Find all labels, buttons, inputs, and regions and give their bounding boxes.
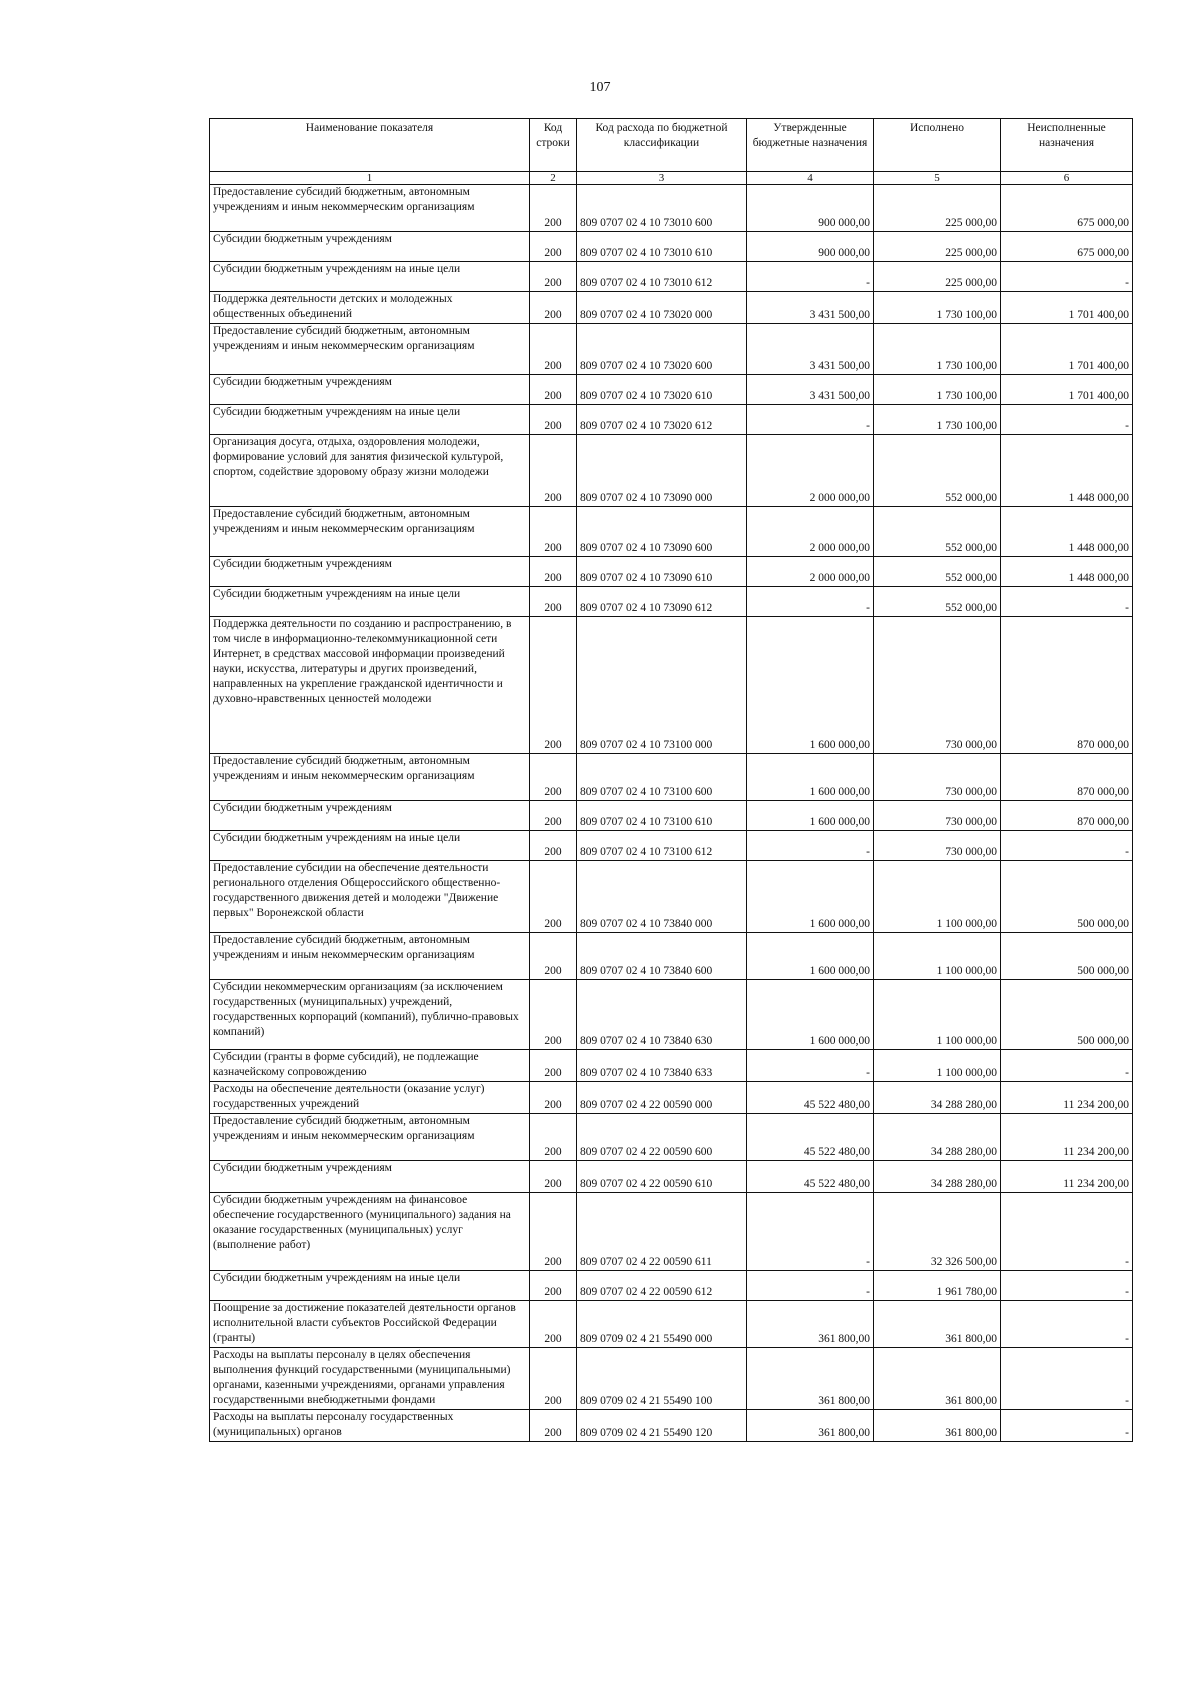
- row-executed-amount: 1 730 100,00: [874, 324, 1001, 375]
- row-indicator-name: Субсидии бюджетным учреждениям на финансовое обеспечение государственного (муниципального) задания на оказание государственных (муниципальных) услуг (выполнение работ): [210, 1192, 530, 1270]
- row-executed-amount: 730 000,00: [874, 754, 1001, 801]
- table-row: [210, 617, 1133, 754]
- row-unexecuted-amount: -: [1001, 262, 1133, 292]
- table-row: [210, 507, 1133, 557]
- table-row: [210, 405, 1133, 435]
- row-unexecuted-amount: 500 000,00: [1001, 933, 1133, 980]
- table-row: [210, 587, 1133, 617]
- row-unexecuted-amount: 1 448 000,00: [1001, 507, 1133, 557]
- row-indicator-name: Субсидии бюджетным учреждениям на иные цели: [210, 262, 530, 292]
- row-line-code: 200: [530, 587, 577, 617]
- column-number: 4: [747, 172, 874, 185]
- row-indicator-name: Предоставление субсидии на обеспечение деятельности регионального отделения Общероссийского общественно-государственного движения детей и молодежи "Движение первых" Воронежской области: [210, 861, 530, 933]
- row-approved-amount: -: [747, 587, 874, 617]
- row-indicator-name: Предоставление субсидий бюджетным, автономным учреждениям и иным некоммерческим организациям: [210, 754, 530, 801]
- row-unexecuted-amount: -: [1001, 587, 1133, 617]
- row-budget-classification-code: 809 0707 02 4 10 73090 600: [577, 507, 747, 557]
- row-indicator-name: Предоставление субсидий бюджетным, автономным учреждениям и иным некоммерческим организациям: [210, 1113, 530, 1160]
- row-budget-classification-code: 809 0707 02 4 10 73090 000: [577, 435, 747, 507]
- row-executed-amount: 34 288 280,00: [874, 1113, 1001, 1160]
- row-approved-amount: 45 522 480,00: [747, 1081, 874, 1113]
- row-unexecuted-amount: 11 234 200,00: [1001, 1113, 1133, 1160]
- row-budget-classification-code: 809 0707 02 4 22 00590 000: [577, 1081, 747, 1113]
- row-indicator-name: Субсидии бюджетным учреждениям: [210, 232, 530, 262]
- row-approved-amount: -: [747, 405, 874, 435]
- row-budget-classification-code: 809 0707 02 4 10 73010 600: [577, 185, 747, 232]
- row-unexecuted-amount: 870 000,00: [1001, 617, 1133, 754]
- row-approved-amount: 900 000,00: [747, 185, 874, 232]
- row-approved-amount: 361 800,00: [747, 1409, 874, 1441]
- column-number: 6: [1001, 172, 1133, 185]
- row-budget-classification-code: 809 0707 02 4 10 73020 612: [577, 405, 747, 435]
- row-line-code: 200: [530, 232, 577, 262]
- row-budget-classification-code: 809 0707 02 4 10 73090 610: [577, 557, 747, 587]
- row-indicator-name: Субсидии бюджетным учреждениям на иные цели: [210, 1270, 530, 1300]
- table-row: [210, 1409, 1133, 1441]
- row-executed-amount: 34 288 280,00: [874, 1160, 1001, 1192]
- row-unexecuted-amount: -: [1001, 1347, 1133, 1409]
- row-executed-amount: 361 800,00: [874, 1347, 1001, 1409]
- table-row: [210, 933, 1133, 980]
- row-line-code: 200: [530, 933, 577, 980]
- row-approved-amount: -: [747, 1050, 874, 1082]
- header-executed: Исполнено: [874, 119, 1001, 172]
- table-header-row: [210, 119, 1133, 172]
- row-unexecuted-amount: -: [1001, 1270, 1133, 1300]
- row-unexecuted-amount: -: [1001, 1300, 1133, 1347]
- row-budget-classification-code: 809 0707 02 4 10 73840 630: [577, 980, 747, 1050]
- row-unexecuted-amount: -: [1001, 1192, 1133, 1270]
- row-line-code: 200: [530, 801, 577, 831]
- row-budget-classification-code: 809 0707 02 4 10 73020 610: [577, 375, 747, 405]
- table-row: [210, 262, 1133, 292]
- row-indicator-name: Предоставление субсидий бюджетным, автономным учреждениям и иным некоммерческим организациям: [210, 507, 530, 557]
- row-indicator-name: Субсидии (гранты в форме субсидий), не подлежащие казначейскому сопровождению: [210, 1050, 530, 1082]
- row-executed-amount: 1 730 100,00: [874, 375, 1001, 405]
- row-line-code: 200: [530, 1300, 577, 1347]
- row-approved-amount: -: [747, 1270, 874, 1300]
- column-number: 3: [577, 172, 747, 185]
- row-budget-classification-code: 809 0707 02 4 10 73840 600: [577, 933, 747, 980]
- row-executed-amount: 730 000,00: [874, 617, 1001, 754]
- page-number: 107: [589, 80, 611, 95]
- row-budget-classification-code: 809 0709 02 4 21 55490 100: [577, 1347, 747, 1409]
- row-budget-classification-code: 809 0707 02 4 10 73010 610: [577, 232, 747, 262]
- row-unexecuted-amount: 1 701 400,00: [1001, 375, 1133, 405]
- row-line-code: 200: [530, 754, 577, 801]
- row-line-code: 200: [530, 831, 577, 861]
- row-line-code: 200: [530, 1160, 577, 1192]
- row-executed-amount: 225 000,00: [874, 262, 1001, 292]
- row-unexecuted-amount: 500 000,00: [1001, 861, 1133, 933]
- row-executed-amount: 1 100 000,00: [874, 933, 1001, 980]
- row-executed-amount: 730 000,00: [874, 801, 1001, 831]
- table-row: [210, 232, 1133, 262]
- row-line-code: 200: [530, 185, 577, 232]
- row-indicator-name: Расходы на выплаты персоналу государственных (муниципальных) органов: [210, 1409, 530, 1441]
- row-executed-amount: 1 730 100,00: [874, 405, 1001, 435]
- row-unexecuted-amount: -: [1001, 1409, 1133, 1441]
- header-budget-classification-code: Код расхода по бюджетной классификации: [577, 119, 747, 172]
- row-unexecuted-amount: -: [1001, 405, 1133, 435]
- row-indicator-name: Субсидии бюджетным учреждениям на иные цели: [210, 587, 530, 617]
- row-indicator-name: Субсидии бюджетным учреждениям на иные цели: [210, 405, 530, 435]
- row-approved-amount: 361 800,00: [747, 1347, 874, 1409]
- row-executed-amount: 361 800,00: [874, 1300, 1001, 1347]
- table-row: [210, 980, 1133, 1050]
- row-approved-amount: 1 600 000,00: [747, 980, 874, 1050]
- row-indicator-name: Субсидии бюджетным учреждениям: [210, 375, 530, 405]
- table-row: [210, 831, 1133, 861]
- row-unexecuted-amount: 675 000,00: [1001, 185, 1133, 232]
- row-budget-classification-code: 809 0707 02 4 10 73020 600: [577, 324, 747, 375]
- row-approved-amount: -: [747, 262, 874, 292]
- row-line-code: 200: [530, 375, 577, 405]
- row-executed-amount: 730 000,00: [874, 831, 1001, 861]
- row-approved-amount: 900 000,00: [747, 232, 874, 262]
- row-line-code: 200: [530, 1192, 577, 1270]
- table-row: [210, 1160, 1133, 1192]
- row-line-code: 200: [530, 980, 577, 1050]
- table-row: [210, 861, 1133, 933]
- table-row: [210, 1113, 1133, 1160]
- row-unexecuted-amount: 11 234 200,00: [1001, 1081, 1133, 1113]
- table-row: [210, 1270, 1133, 1300]
- table-row: [210, 801, 1133, 831]
- row-line-code: 200: [530, 435, 577, 507]
- row-indicator-name: Поощрение за достижение показателей деятельности органов исполнительной власти субъектов Российской Федерации (гранты): [210, 1300, 530, 1347]
- row-approved-amount: 3 431 500,00: [747, 375, 874, 405]
- row-line-code: 200: [530, 617, 577, 754]
- table-row: [210, 185, 1133, 232]
- row-unexecuted-amount: 1 701 400,00: [1001, 292, 1133, 324]
- row-unexecuted-amount: 870 000,00: [1001, 754, 1133, 801]
- row-line-code: 200: [530, 1113, 577, 1160]
- row-approved-amount: 361 800,00: [747, 1300, 874, 1347]
- row-indicator-name: Поддержка деятельности детских и молодежных общественных объединений: [210, 292, 530, 324]
- row-approved-amount: 45 522 480,00: [747, 1160, 874, 1192]
- row-approved-amount: 1 600 000,00: [747, 754, 874, 801]
- row-approved-amount: 1 600 000,00: [747, 617, 874, 754]
- row-indicator-name: Субсидии некоммерческим организациям (за исключением государственных (муниципальных) учреждений, государственных корпораций (компаний), публично-правовых компаний): [210, 980, 530, 1050]
- row-budget-classification-code: 809 0709 02 4 21 55490 120: [577, 1409, 747, 1441]
- table-row: [210, 292, 1133, 324]
- row-unexecuted-amount: 870 000,00: [1001, 801, 1133, 831]
- row-unexecuted-amount: 500 000,00: [1001, 980, 1133, 1050]
- row-line-code: 200: [530, 1347, 577, 1409]
- row-budget-classification-code: 809 0707 02 4 22 00590 612: [577, 1270, 747, 1300]
- row-line-code: 200: [530, 1081, 577, 1113]
- table-row: [210, 557, 1133, 587]
- row-unexecuted-amount: 1 448 000,00: [1001, 557, 1133, 587]
- row-line-code: 200: [530, 262, 577, 292]
- row-unexecuted-amount: 675 000,00: [1001, 232, 1133, 262]
- table-row: [210, 375, 1133, 405]
- row-approved-amount: 1 600 000,00: [747, 861, 874, 933]
- row-budget-classification-code: 809 0707 02 4 10 73100 612: [577, 831, 747, 861]
- row-budget-classification-code: 809 0707 02 4 22 00590 611: [577, 1192, 747, 1270]
- row-executed-amount: 34 288 280,00: [874, 1081, 1001, 1113]
- row-unexecuted-amount: 11 234 200,00: [1001, 1160, 1133, 1192]
- row-executed-amount: 361 800,00: [874, 1409, 1001, 1441]
- row-indicator-name: Субсидии бюджетным учреждениям: [210, 801, 530, 831]
- row-line-code: 200: [530, 1270, 577, 1300]
- row-unexecuted-amount: 1 701 400,00: [1001, 324, 1133, 375]
- row-executed-amount: 225 000,00: [874, 232, 1001, 262]
- row-indicator-name: Предоставление субсидий бюджетным, автономным учреждениям и иным некоммерческим организациям: [210, 324, 530, 375]
- row-approved-amount: 2 000 000,00: [747, 557, 874, 587]
- row-line-code: 200: [530, 507, 577, 557]
- row-indicator-name: Предоставление субсидий бюджетным, автономным учреждениям и иным некоммерческим организациям: [210, 933, 530, 980]
- header-line-code: Код строки: [530, 119, 577, 172]
- row-approved-amount: -: [747, 831, 874, 861]
- table-row: [210, 435, 1133, 507]
- row-budget-classification-code: 809 0707 02 4 10 73090 612: [577, 587, 747, 617]
- row-indicator-name: Субсидии бюджетным учреждениям: [210, 1160, 530, 1192]
- header-indicator-name: Наименование показателя: [210, 119, 530, 172]
- row-line-code: 200: [530, 405, 577, 435]
- row-budget-classification-code: 809 0707 02 4 10 73840 000: [577, 861, 747, 933]
- row-approved-amount: 1 600 000,00: [747, 801, 874, 831]
- row-budget-classification-code: 809 0709 02 4 21 55490 000: [577, 1300, 747, 1347]
- row-executed-amount: 1 730 100,00: [874, 292, 1001, 324]
- row-executed-amount: 552 000,00: [874, 435, 1001, 507]
- row-budget-classification-code: 809 0707 02 4 10 73020 000: [577, 292, 747, 324]
- table-row: [210, 1081, 1133, 1113]
- row-approved-amount: -: [747, 1192, 874, 1270]
- budget-execution-table: [209, 118, 1133, 1442]
- row-line-code: 200: [530, 861, 577, 933]
- row-line-code: 200: [530, 1050, 577, 1082]
- row-line-code: 200: [530, 324, 577, 375]
- table-body: [210, 185, 1133, 1442]
- row-indicator-name: Субсидии бюджетным учреждениям: [210, 557, 530, 587]
- row-budget-classification-code: 809 0707 02 4 22 00590 610: [577, 1160, 747, 1192]
- row-approved-amount: 1 600 000,00: [747, 933, 874, 980]
- row-line-code: 200: [530, 557, 577, 587]
- row-approved-amount: 2 000 000,00: [747, 435, 874, 507]
- row-unexecuted-amount: -: [1001, 831, 1133, 861]
- row-budget-classification-code: 809 0707 02 4 10 73100 600: [577, 754, 747, 801]
- table-row: [210, 1050, 1133, 1082]
- column-number-row: [210, 172, 1133, 185]
- row-indicator-name: Расходы на выплаты персоналу в целях обеспечения выполнения функций государственными (муниципальными) органами, казенными учреждениями, органами управления государственными внебюджетными фондами: [210, 1347, 530, 1409]
- row-budget-classification-code: 809 0707 02 4 10 73840 633: [577, 1050, 747, 1082]
- row-line-code: 200: [530, 1409, 577, 1441]
- column-number: 1: [210, 172, 530, 185]
- row-executed-amount: 32 326 500,00: [874, 1192, 1001, 1270]
- row-budget-classification-code: 809 0707 02 4 10 73100 610: [577, 801, 747, 831]
- row-unexecuted-amount: -: [1001, 1050, 1133, 1082]
- row-executed-amount: 1 961 780,00: [874, 1270, 1001, 1300]
- row-executed-amount: 225 000,00: [874, 185, 1001, 232]
- table-row: [210, 1192, 1133, 1270]
- header-unexecuted-assignments: Неисполненные назначения: [1001, 119, 1133, 172]
- row-budget-classification-code: 809 0707 02 4 10 73010 612: [577, 262, 747, 292]
- row-executed-amount: 1 100 000,00: [874, 861, 1001, 933]
- table-row: [210, 324, 1133, 375]
- row-executed-amount: 1 100 000,00: [874, 980, 1001, 1050]
- row-executed-amount: 552 000,00: [874, 557, 1001, 587]
- table-row: [210, 1300, 1133, 1347]
- row-line-code: 200: [530, 292, 577, 324]
- table-row: [210, 754, 1133, 801]
- row-approved-amount: 3 431 500,00: [747, 324, 874, 375]
- header-approved-assignments: Утвержденные бюджетные назначения: [747, 119, 874, 172]
- column-number: 2: [530, 172, 577, 185]
- row-unexecuted-amount: 1 448 000,00: [1001, 435, 1133, 507]
- row-indicator-name: Поддержка деятельности по созданию и распространению, в том числе в информационно-телекоммуникационной сети Интернет, в средствах массовой информации произведений науки, искусства, литературы и других произведений, направленных на укрепление гражданской идентичности и духовно-нравственных ценностей молодежи: [210, 617, 530, 754]
- row-approved-amount: 3 431 500,00: [747, 292, 874, 324]
- row-executed-amount: 552 000,00: [874, 507, 1001, 557]
- row-executed-amount: 552 000,00: [874, 587, 1001, 617]
- row-indicator-name: Предоставление субсидий бюджетным, автономным учреждениям и иным некоммерческим организациям: [210, 185, 530, 232]
- column-number: 5: [874, 172, 1001, 185]
- row-budget-classification-code: 809 0707 02 4 22 00590 600: [577, 1113, 747, 1160]
- row-indicator-name: Расходы на обеспечение деятельности (оказание услуг) государственных учреждений: [210, 1081, 530, 1113]
- row-budget-classification-code: 809 0707 02 4 10 73100 000: [577, 617, 747, 754]
- table-row: [210, 1347, 1133, 1409]
- row-indicator-name: Субсидии бюджетным учреждениям на иные цели: [210, 831, 530, 861]
- row-approved-amount: 2 000 000,00: [747, 507, 874, 557]
- row-executed-amount: 1 100 000,00: [874, 1050, 1001, 1082]
- row-indicator-name: Организация досуга, отдыха, оздоровления молодежи, формирование условий для занятия физической культурой, спортом, содействие здоровому образу жизни молодежи: [210, 435, 530, 507]
- row-approved-amount: 45 522 480,00: [747, 1113, 874, 1160]
